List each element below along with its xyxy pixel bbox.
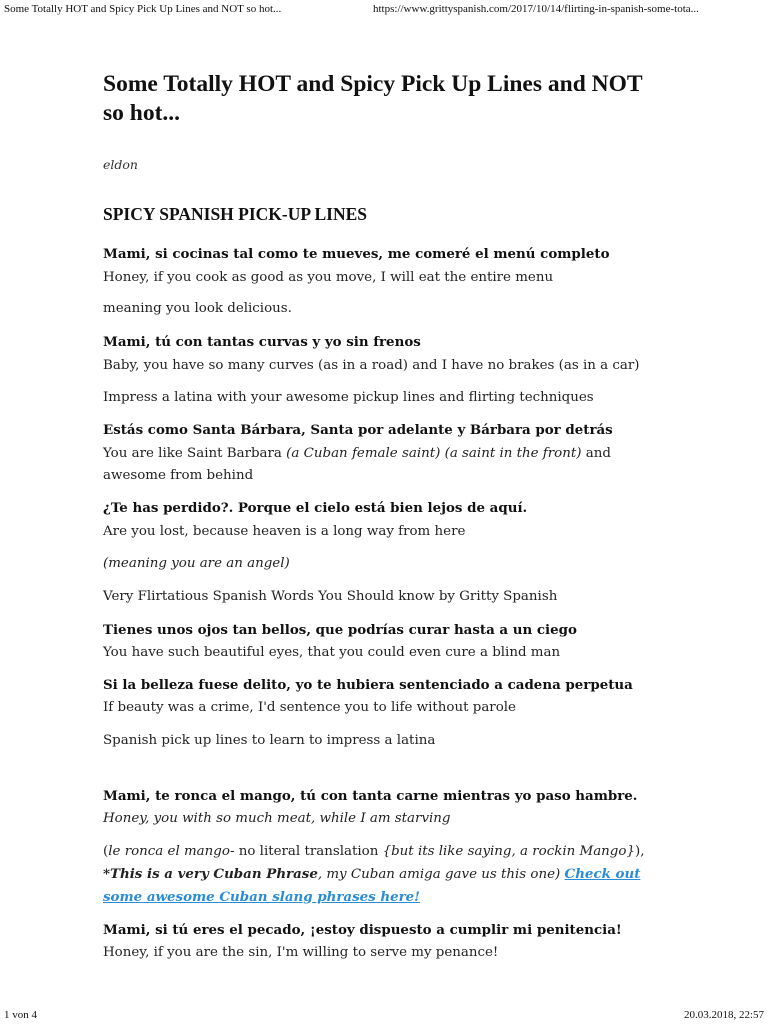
note-text: - no literal translation — [229, 844, 383, 859]
pickup-line-spanish: ¿Te has perdido?. Porque el cielo está bien lejos de aquí. — [103, 500, 528, 516]
page-number: 1 von 4 — [4, 1009, 37, 1021]
pickup-line-spanish: Estás como Santa Bárbara, Santa por adelante y Bárbara por detrás — [103, 422, 613, 438]
pickup-line-translation: Baby, you have so many curves (as in a road) and I have no brakes (as in a car) — [103, 358, 640, 373]
note-text: ( — [103, 844, 109, 859]
print-header — [0, 3, 768, 17]
note-aside: {but its like saying, a rockin Mango} — [382, 844, 635, 859]
print-header-url: https://www.grittyspanish.com/2017/10/14/flirting-in-spanish-some-tota... — [373, 3, 699, 15]
note-text: ), — [634, 844, 645, 859]
pickup-line-translation — [103, 443, 623, 487]
translation-text: You are like Saint Barbara — [103, 446, 287, 461]
pickup-line-note — [103, 841, 663, 909]
cuban-slang-link[interactable]: Check out some awesome Cuban slang phrases here! — [103, 866, 641, 905]
pickup-line-translation: Honey, you with so much meat, while I am starving — [103, 811, 451, 826]
note-phrase: le ronca el mango — [108, 844, 230, 859]
promo-text[interactable]: Spanish pick up lines to learn to impress a latina — [103, 733, 436, 748]
pickup-line-spanish: Mami, si cocinas tal como te mueves, me comeré el menú completo — [103, 246, 610, 262]
promo-text[interactable]: Very Flirtatious Spanish Words You Should know by Gritty Spanish — [103, 589, 558, 604]
pickup-line-spanish: Mami, si tú eres el pecado, ¡estoy dispuesto a cumplir mi penitencia! — [103, 922, 622, 938]
note-emphasis: *This is a very Cuban Phrase — [103, 866, 318, 882]
print-header-title: Some Totally HOT and Spicy Pick Up Lines and NOT so hot... — [4, 3, 282, 15]
pickup-line-spanish: Si la belleza fuese delito, yo te hubiera sentenciado a cadena perpetua — [103, 677, 633, 693]
pickup-line-translation: Honey, if you are the sin, I'm willing to serve my penance! — [103, 945, 499, 960]
translation-text: and awesome from behind — [103, 446, 611, 483]
note-text: , my Cuban amiga gave us this one) — [317, 867, 561, 882]
pickup-line-spanish: Tienes unos ojos tan bellos, que podrías curar hasta a un ciego — [103, 622, 577, 638]
promo-text[interactable]: Impress a latina with your awesome pickup lines and flirting techniques — [103, 390, 594, 405]
pickup-line-note: (meaning you are an angel) — [103, 556, 290, 571]
author-name[interactable]: eldon — [103, 157, 138, 172]
pickup-line-translation: Are you lost, because heaven is a long way from here — [103, 524, 466, 539]
pickup-line-translation: You have such beautiful eyes, that you could even cure a blind man — [103, 645, 561, 660]
pickup-line-translation: If beauty was a crime, I'd sentence you to life without parole — [103, 700, 516, 715]
pickup-line-spanish: Mami, te ronca el mango, tú con tanta carne mientras yo paso hambre. — [103, 788, 638, 804]
print-footer — [0, 1009, 768, 1023]
pickup-line-note: meaning you look delicious. — [103, 301, 292, 316]
article-title: Some Totally HOT and Spicy Pick Up Lines and NOT so hot... — [103, 71, 643, 126]
pickup-line-translation: Honey, if you cook as good as you move, I will eat the entire menu — [103, 270, 554, 285]
translation-aside: (a Cuban female saint) (a saint in the front) — [286, 446, 582, 461]
section-heading: SPICY SPANISH PICK-UP LINES — [103, 204, 368, 224]
pickup-line-spanish: Mami, tú con tantas curvas y yo sin frenos — [103, 334, 421, 350]
print-datetime: 20.03.2018, 22:57 — [683, 1009, 764, 1021]
